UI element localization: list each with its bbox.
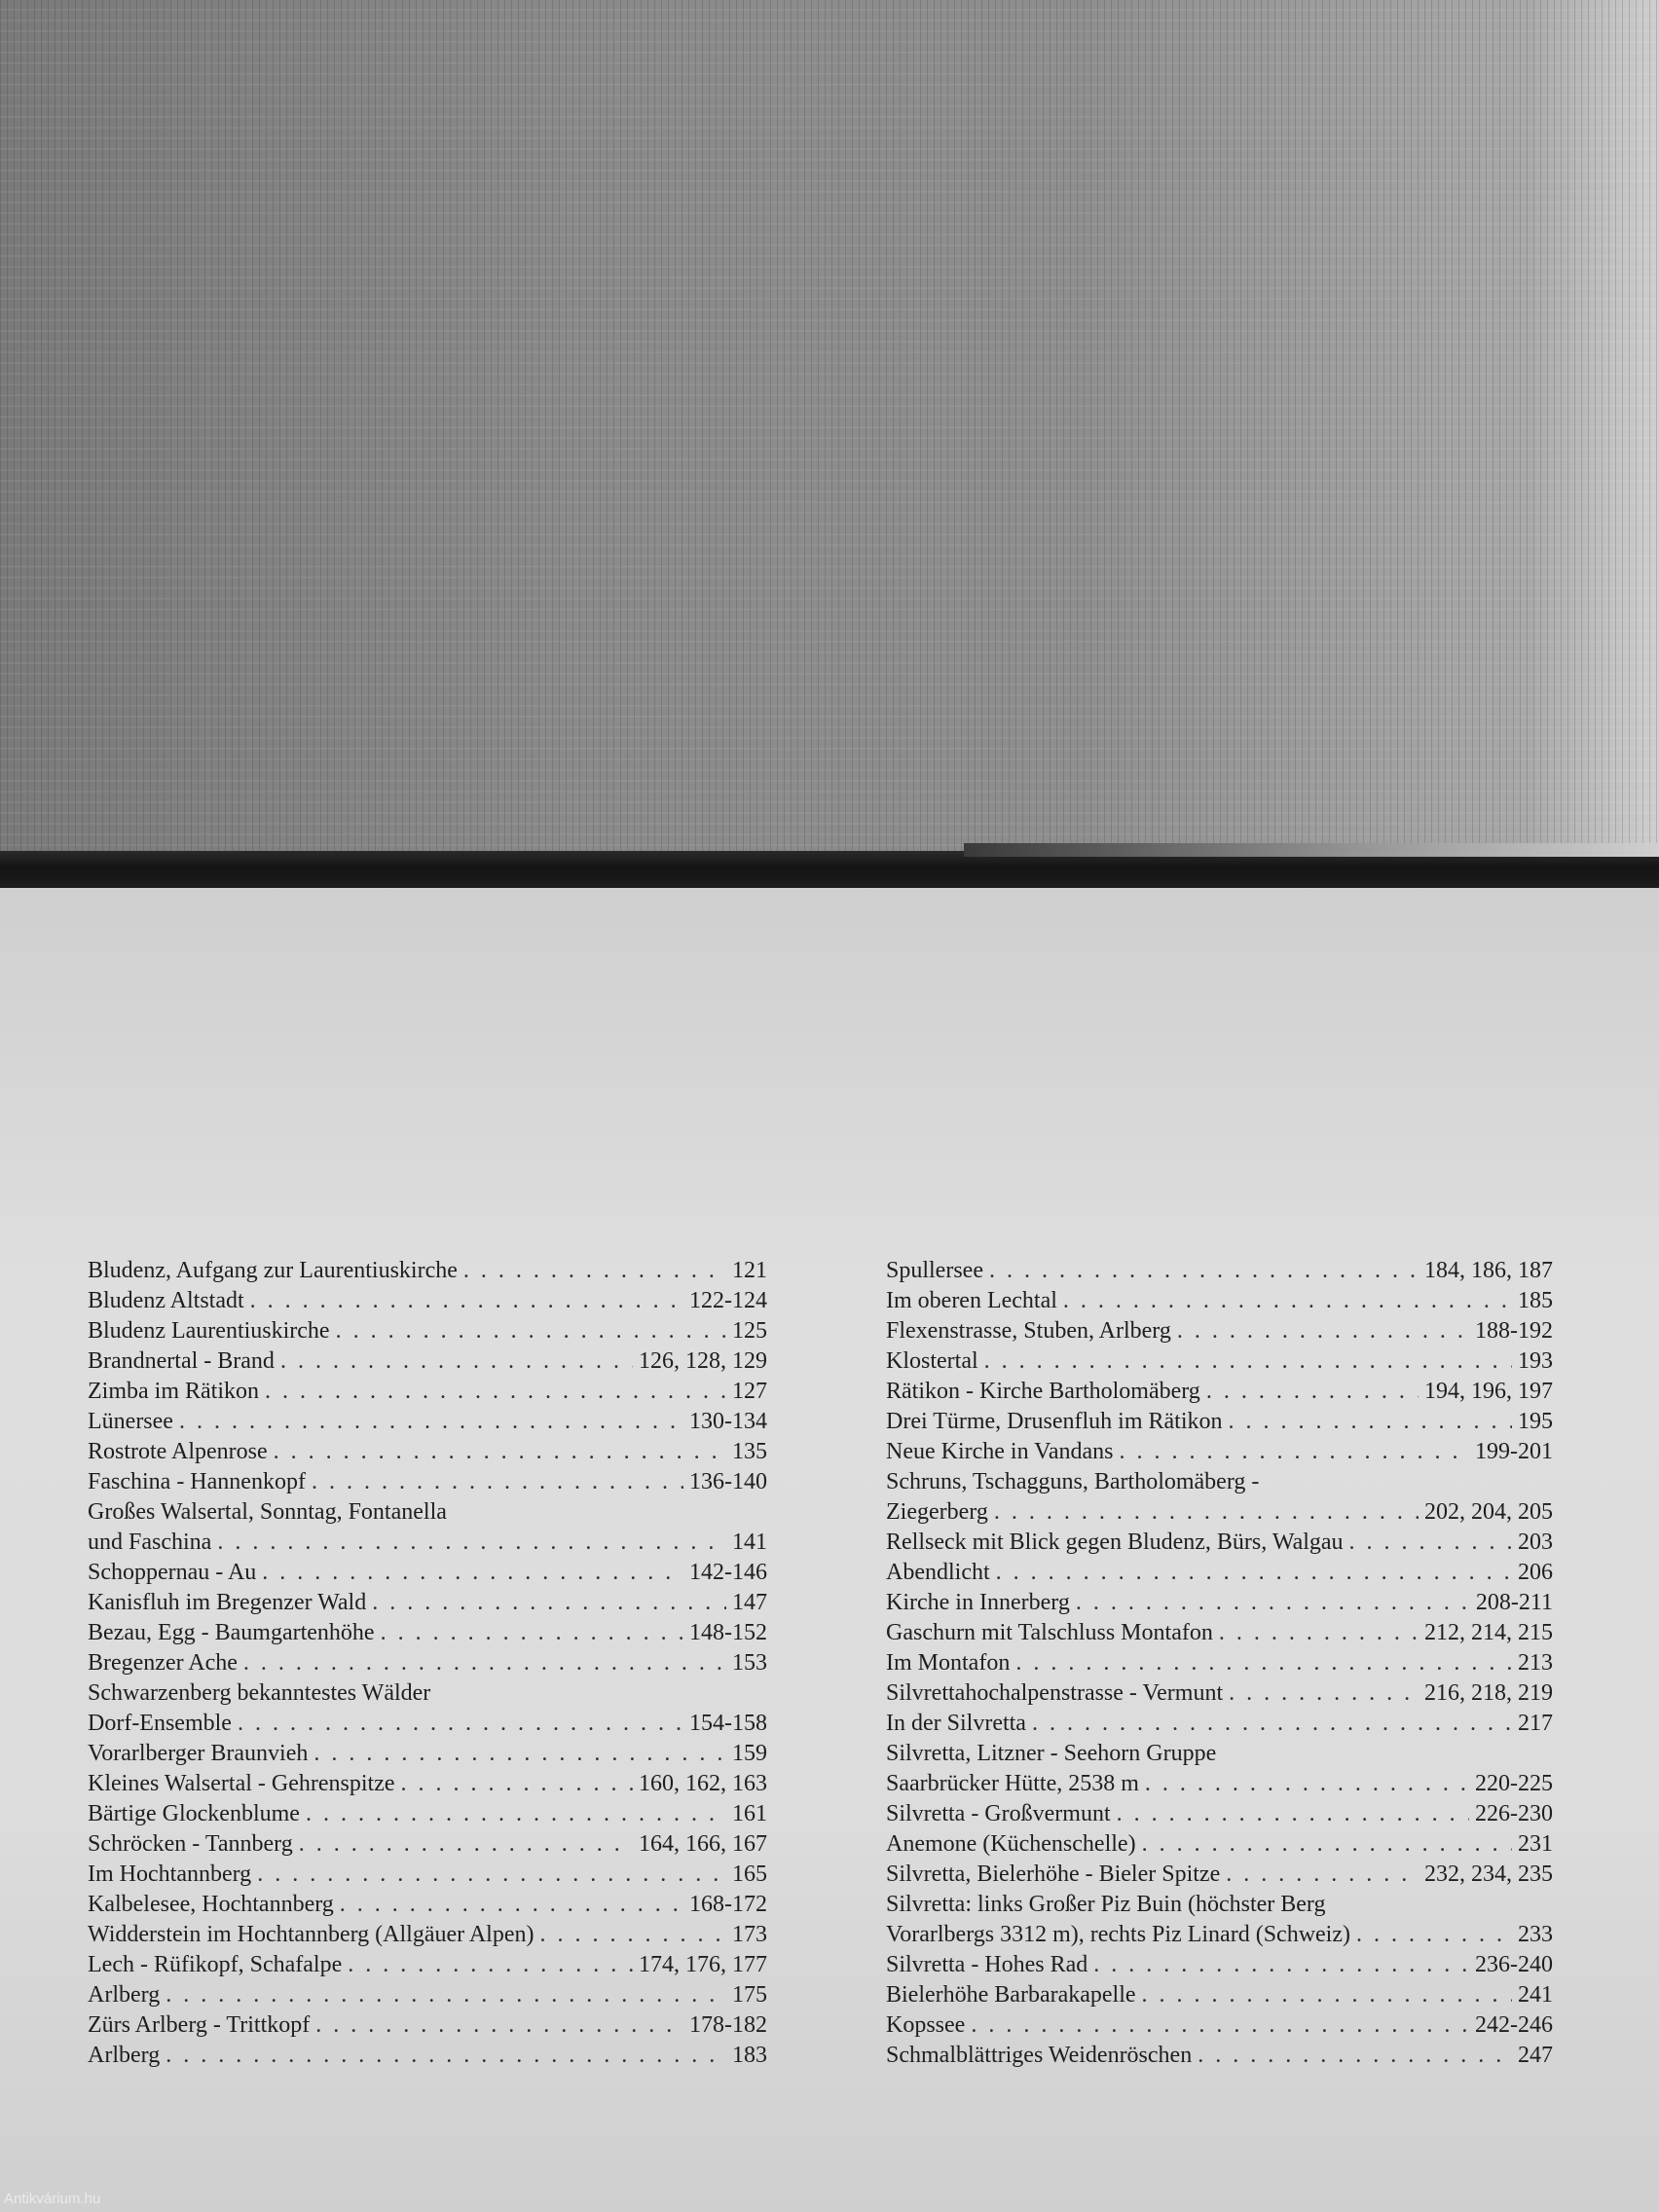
entry-pages: 175: [732, 1982, 767, 2008]
entry-pages: 122-124: [689, 1288, 767, 1313]
entry-pages: 127: [732, 1379, 767, 1404]
entry-pages: 185: [1518, 1288, 1553, 1313]
index-entry: [886, 1799, 1553, 1829]
index-entry: [88, 1709, 767, 1739]
entry-pages: 154-158: [689, 1711, 767, 1736]
index-entry: [88, 1377, 767, 1407]
index-entry: [886, 1558, 1553, 1588]
dot-leader: [1032, 1709, 1512, 1739]
dot-leader: [1015, 1648, 1512, 1678]
dot-leader: [1119, 1437, 1469, 1467]
dot-leader: [217, 1528, 726, 1558]
entry-title: Kopssee: [886, 2012, 966, 2038]
entry-pages: 178-182: [689, 2012, 767, 2038]
index-entry: [886, 1407, 1553, 1437]
entry-pages: 126, 128, 129: [639, 1348, 767, 1374]
index-entry: [88, 1588, 767, 1618]
index-entry: [88, 1346, 767, 1377]
entry-pages: 195: [1518, 1409, 1553, 1434]
index-entry: [88, 1528, 767, 1558]
index-entry: [886, 1618, 1553, 1648]
entry-pages: 184, 186, 187: [1424, 1258, 1553, 1283]
entry-pages: 231: [1518, 1831, 1553, 1857]
entry-pages: 130-134: [689, 1409, 767, 1434]
entry-title: Gaschurn mit Talschluss Montafon: [886, 1620, 1213, 1645]
dot-leader: [463, 1256, 726, 1286]
index-entry: [88, 1648, 767, 1678]
index-entry: [88, 1829, 767, 1860]
index-entry: [88, 1799, 767, 1829]
dot-leader: [243, 1648, 726, 1678]
index-entry: [886, 1588, 1553, 1618]
dot-leader: [166, 2041, 726, 2071]
entry-title: Silvretta, Bielerhöhe - Bieler Spitze: [886, 1862, 1221, 1887]
entry-title: Flexenstrasse, Stuben, Arlberg: [886, 1318, 1171, 1344]
entry-pages: 213: [1518, 1650, 1553, 1676]
index-entry: [886, 2041, 1553, 2071]
entry-title: Im oberen Lechtal: [886, 1288, 1057, 1313]
dot-leader: [299, 1829, 633, 1860]
entry-pages: 173: [732, 1922, 767, 1947]
dot-leader: [971, 2010, 1469, 2041]
index-entry: [886, 1648, 1553, 1678]
entry-pages: 203: [1518, 1530, 1553, 1555]
entry-title: In der Silvretta: [886, 1711, 1026, 1736]
dot-leader: [262, 1558, 683, 1588]
dot-leader: [166, 1980, 726, 2010]
entry-title: Zimba im Rätikon: [88, 1379, 259, 1404]
dot-leader: [315, 2010, 683, 2041]
entry-title: Ziegerberg: [886, 1499, 988, 1525]
entry-title: Silvretta - Großvermunt: [886, 1801, 1111, 1826]
index-entry: [88, 1920, 767, 1950]
index-entry: [88, 1256, 767, 1286]
index-entry: [88, 1558, 767, 1588]
entry-pages: 208-211: [1475, 1590, 1553, 1615]
entry-title: Widderstein im Hochtannberg (Allgäuer Alpen): [88, 1922, 535, 1947]
entry-title: Kleines Walsertal - Gehrenspitze: [88, 1771, 395, 1796]
entry-title: Schruns, Tschagguns, Bartholomäberg -: [886, 1469, 1260, 1494]
entry-pages: 206: [1518, 1560, 1553, 1585]
entry-title: Kanisfluh im Bregenzer Wald: [88, 1590, 367, 1615]
index-entry: [886, 1256, 1553, 1286]
entry-pages: 165: [732, 1862, 767, 1887]
index-entry: [88, 1980, 767, 2010]
index-entry: [886, 1678, 1553, 1709]
entry-pages: 233: [1518, 1922, 1553, 1947]
entry-title: Schröcken - Tannberg: [88, 1831, 293, 1857]
dot-leader: [1219, 1618, 1419, 1648]
entry-title: Neue Kirche in Vandans: [886, 1439, 1114, 1464]
dot-leader: [1198, 2041, 1512, 2071]
dot-leader: [1063, 1286, 1512, 1316]
index-entry: [886, 1467, 1553, 1497]
entry-title: Bregenzer Ache: [88, 1650, 238, 1676]
dot-leader: [381, 1618, 683, 1648]
entry-pages: 136-140: [689, 1469, 767, 1494]
index-entry: [886, 1980, 1553, 2010]
dot-leader: [996, 1558, 1512, 1588]
index-entry: [88, 1890, 767, 1920]
index-entry: [886, 1437, 1553, 1467]
index-entry: [886, 1316, 1553, 1346]
entry-title: Klostertal: [886, 1348, 978, 1374]
entry-pages: 232, 234, 235: [1424, 1862, 1553, 1887]
index-entry: [88, 1407, 767, 1437]
entry-title: Im Hochtannberg: [88, 1862, 252, 1887]
entry-pages: 148-152: [689, 1620, 767, 1645]
book-cover: [0, 0, 1659, 857]
dot-leader: [1229, 1678, 1419, 1709]
entry-pages: 217: [1518, 1711, 1553, 1736]
entry-pages: 194, 196, 197: [1424, 1379, 1553, 1404]
entry-title: Rellseck mit Blick gegen Bludenz, Bürs, Walgau: [886, 1530, 1344, 1555]
dot-leader: [539, 1920, 726, 1950]
entry-pages: 188-192: [1475, 1318, 1553, 1344]
entry-title: Bielerhöhe Barbarakapelle: [886, 1982, 1136, 2008]
index-entry: [88, 2010, 767, 2041]
entry-title: Saarbrücker Hütte, 2538 m: [886, 1771, 1139, 1796]
index-entry: [88, 1739, 767, 1769]
entry-pages: 220-225: [1475, 1771, 1553, 1796]
entry-title: Bärtige Glockenblume: [88, 1801, 300, 1826]
dot-leader: [313, 1739, 726, 1769]
index-entry: [88, 1286, 767, 1316]
dot-leader: [280, 1346, 633, 1377]
index-entry: [88, 1497, 767, 1528]
entry-pages: 160, 162, 163: [639, 1771, 767, 1796]
dot-leader: [265, 1377, 726, 1407]
index-entry: [886, 1377, 1553, 1407]
entry-title: Rostrote Alpenrose: [88, 1439, 268, 1464]
dot-leader: [1142, 1829, 1512, 1860]
index-column-left: [88, 1256, 767, 2071]
entry-title: Faschina - Hannenkopf: [88, 1469, 306, 1494]
dot-leader: [994, 1497, 1419, 1528]
entry-title: Arlberg: [88, 1982, 161, 2008]
cover-edge-highlight: [964, 843, 1659, 857]
index-entry: [886, 1950, 1553, 1980]
dot-leader: [238, 1709, 683, 1739]
entry-pages: 226-230: [1475, 1801, 1553, 1826]
index-entry: [886, 1769, 1553, 1799]
entry-title: Großes Walsertal, Sonntag, Fontanella: [88, 1499, 447, 1525]
entry-pages: 202, 204, 205: [1424, 1499, 1553, 1525]
index-entry: [88, 2041, 767, 2071]
index-entry: [88, 1769, 767, 1799]
entry-title: Schoppernau - Au: [88, 1560, 257, 1585]
entry-title: Bludenz, Aufgang zur Laurentiuskirche: [88, 1258, 458, 1283]
dot-leader: [1076, 1588, 1470, 1618]
dot-leader: [336, 1316, 726, 1346]
entry-title: Spullersee: [886, 1258, 983, 1283]
watermark: Antikvárium.hu: [4, 2191, 101, 2207]
entry-title: Anemone (Küchenschelle): [886, 1831, 1136, 1857]
entry-title: Schwarzenberg bekanntestes Wälder: [88, 1680, 431, 1706]
entry-title: Zürs Arlberg - Trittkopf: [88, 2012, 311, 2038]
entry-pages: 141: [732, 1530, 767, 1555]
index-entry: [886, 1497, 1553, 1528]
dot-leader: [1177, 1316, 1469, 1346]
index-entry: [886, 2010, 1553, 2041]
entry-pages: 193: [1518, 1348, 1553, 1374]
entry-pages: 147: [732, 1590, 767, 1615]
entry-pages: 135: [732, 1439, 767, 1464]
entry-title: Lech - Rüfikopf, Schafalpe: [88, 1952, 343, 1977]
entry-pages: 242-246: [1475, 2012, 1553, 2038]
entry-pages: 236-240: [1475, 1952, 1553, 1977]
index-entry: [886, 1920, 1553, 1950]
entry-title: Dorf-Ensemble: [88, 1711, 232, 1736]
dot-leader: [1226, 1860, 1419, 1890]
index-entry: [886, 1346, 1553, 1377]
entry-pages: 159: [732, 1741, 767, 1766]
index-entry: [886, 1739, 1553, 1769]
dot-leader: [1229, 1407, 1513, 1437]
dot-leader: [250, 1286, 683, 1316]
entry-title: Vorarlberger Braunvieh: [88, 1741, 309, 1766]
entry-title: Brandnertal - Brand: [88, 1348, 275, 1374]
index-entry: [88, 1316, 767, 1346]
entry-pages: 164, 166, 167: [639, 1831, 767, 1857]
entry-pages: 199-201: [1475, 1439, 1553, 1464]
entry-title: Kirche in Innerberg: [886, 1590, 1070, 1615]
entry-pages: 212, 214, 215: [1424, 1620, 1553, 1645]
entry-title: Kalbelesee, Hochtannberg: [88, 1892, 334, 1917]
dot-leader: [1093, 1950, 1469, 1980]
entry-title: Drei Türme, Drusenfluh im Rätikon: [886, 1409, 1223, 1434]
entry-title: Silvrettahochalpenstrasse - Vermunt: [886, 1680, 1224, 1706]
index-entry: [886, 1709, 1553, 1739]
entry-title: Abendlicht: [886, 1560, 990, 1585]
index-column-right: [886, 1256, 1553, 2071]
entry-title: Silvretta - Hohes Rad: [886, 1952, 1088, 1977]
entry-title: Silvretta, Litzner - Seehorn Gruppe: [886, 1741, 1217, 1766]
index-entry: [88, 1618, 767, 1648]
dot-leader: [989, 1256, 1419, 1286]
dot-leader: [312, 1467, 683, 1497]
dot-leader: [179, 1407, 683, 1437]
index-entry: [886, 1890, 1553, 1920]
dot-leader: [1145, 1769, 1469, 1799]
dot-leader: [1117, 1799, 1469, 1829]
index-entry: [88, 1467, 767, 1497]
dot-leader: [1142, 1980, 1512, 2010]
entry-pages: 161: [732, 1801, 767, 1826]
entry-pages: 174, 176, 177: [639, 1952, 767, 1977]
entry-title: Im Montafon: [886, 1650, 1011, 1676]
entry-title: und Faschina: [88, 1530, 212, 1555]
index-entry: [886, 1829, 1553, 1860]
entry-title: Bludenz Laurentiuskirche: [88, 1318, 330, 1344]
index-entry: [88, 1437, 767, 1467]
entry-title: Lünersee: [88, 1409, 173, 1434]
dot-leader: [1349, 1528, 1512, 1558]
dot-leader: [274, 1437, 726, 1467]
entry-title: Silvretta: links Großer Piz Buin (höchster Berg: [886, 1892, 1326, 1917]
index-entry: [886, 1528, 1553, 1558]
entry-pages: 168-172: [689, 1892, 767, 1917]
dot-leader: [257, 1860, 726, 1890]
entry-title: Schmalblättriges Weidenröschen: [886, 2043, 1193, 2068]
index-entry: [88, 1860, 767, 1890]
entry-title: Bludenz Altstadt: [88, 1288, 244, 1313]
entry-title: Rätikon - Kirche Bartholomäberg: [886, 1379, 1200, 1404]
entry-title: Arlberg: [88, 2043, 161, 2068]
dot-leader: [340, 1890, 683, 1920]
entry-pages: 241: [1518, 1982, 1553, 2008]
index-entry: [88, 1950, 767, 1980]
entry-pages: 142-146: [689, 1560, 767, 1585]
dot-leader: [401, 1769, 633, 1799]
index-entry: [886, 1286, 1553, 1316]
entry-pages: 153: [732, 1650, 767, 1676]
entry-title: Bezau, Egg - Baumgartenhöhe: [88, 1620, 375, 1645]
dot-leader: [1356, 1920, 1512, 1950]
dot-leader: [306, 1799, 726, 1829]
entry-pages: 121: [732, 1258, 767, 1283]
entry-title: Vorarlbergs 3312 m), rechts Piz Linard (Schweiz): [886, 1922, 1350, 1947]
index-entry: [886, 1860, 1553, 1890]
dot-leader: [348, 1950, 633, 1980]
index-entry: [88, 1678, 767, 1709]
entry-pages: 216, 218, 219: [1424, 1680, 1553, 1706]
dot-leader: [1206, 1377, 1419, 1407]
entry-pages: 247: [1518, 2043, 1553, 2068]
dot-leader: [372, 1588, 726, 1618]
entry-pages: 183: [732, 2043, 767, 2068]
entry-pages: 125: [732, 1318, 767, 1344]
dot-leader: [984, 1346, 1512, 1377]
